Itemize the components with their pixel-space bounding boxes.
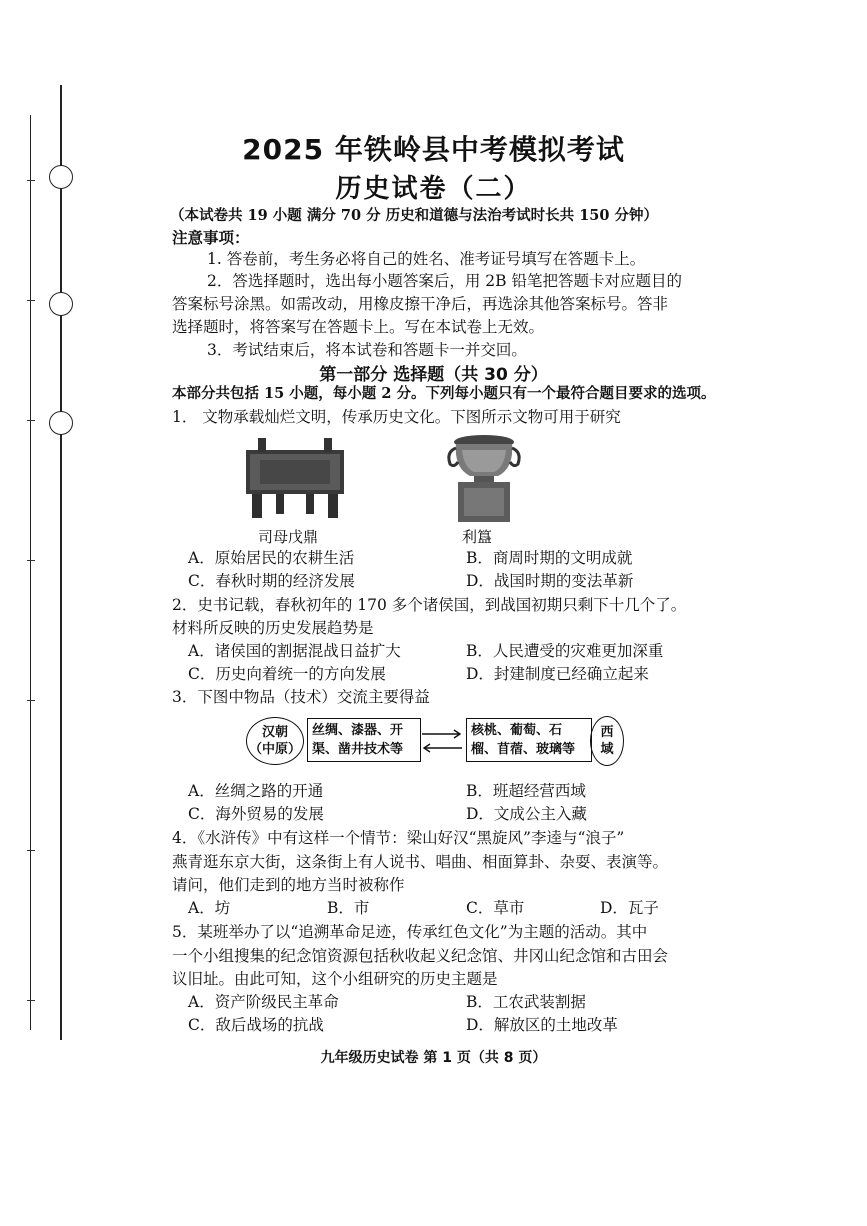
q3-option-b[interactable]: B．班超经营西域 (466, 782, 586, 800)
q4-stem: 4．《水浒传》中有这样一个情节：梁山好汉“黑旋风”李逵与“浪子” (172, 829, 625, 847)
han-oval-line-1: 汉朝 (261, 725, 288, 740)
margin-tick (27, 850, 35, 851)
exam-title: 2025 年铁岭县中考模拟考试 (242, 133, 625, 166)
han-dynasty-oval (246, 717, 304, 765)
q1-option-d[interactable]: D．战国时期的变法革新 (466, 572, 634, 590)
q4-stem-2: 燕青逛东京大街，这条街上有人说书、唱曲、相面算卦、杂耍、表演等。 (172, 853, 669, 871)
margin-tick (27, 1000, 35, 1001)
margin-tick (27, 700, 35, 701)
q5-option-d[interactable]: D．解放区的土地改革 (466, 1016, 618, 1034)
q2-option-a[interactable]: A．诸侯国的割据混战日益扩大 (188, 642, 401, 660)
han-oval-line-2: （中原） (248, 742, 301, 757)
notes-heading: 注意事项： (172, 228, 250, 247)
q3-stem: 3．下图中物品（技术）交流主要得益 (172, 688, 430, 706)
han-goods-line-2: 渠、凿井技术等 (312, 742, 404, 757)
exam-subtitle: 历史试卷（二） (335, 174, 532, 204)
q1-option-b[interactable]: B．商周时期的文明成就 (466, 549, 633, 567)
page-footer: 九年级历史试卷 第 1 页（共 8 页） (320, 1050, 547, 1066)
q4-stem-3: 请问，他们走到的地方当时被称作 (172, 876, 405, 894)
q2-stem: 2．史书记载，春秋初年的 170 多个诸侯国，到战国初期只剩下十几个了。 (172, 596, 687, 614)
q5-stem-2: 一个小组搜集的纪念馆资源包括秋收起义纪念馆、井冈山纪念馆和古田会 (172, 947, 669, 965)
section-description: 本部分共包括 15 小题，每小题 2 分。下列每小题只有一个最符合题目要求的选项。 (172, 385, 716, 402)
western-regions-oval (590, 716, 624, 766)
q2-option-c[interactable]: C．历史向着统一的方向发展 (188, 665, 386, 683)
ding-vessel-image (240, 438, 350, 520)
western-regions-goods-box (466, 718, 592, 762)
note-2-line-2: 答案标号涂黑。如需改动，用橡皮擦干净后，再选涂其他答案标号。答非 (172, 295, 669, 313)
binding-hole-3 (49, 411, 73, 435)
section-title: 第一部分 选择题（共 30 分） (319, 365, 548, 385)
q5-stem-3: 议旧址。由此可知，这个小组研究的历史主题是 (172, 970, 498, 988)
q4-option-c[interactable]: C．草市 (466, 899, 525, 917)
q4-option-d[interactable]: D．瓦子 (600, 899, 659, 917)
q1-option-c[interactable]: C．春秋时期的经济发展 (188, 572, 355, 590)
q5-stem: 5．某班举办了以“追溯革命足迹，传承红色文化”为主题的活动。其中 (172, 923, 648, 941)
q5-option-b[interactable]: B．工农武装割据 (466, 993, 586, 1011)
q4-option-a[interactable]: A．坊 (188, 899, 231, 917)
binding-line (60, 85, 62, 1040)
han-goods-box (307, 718, 421, 762)
note-2-line-1: 2．答选择题时，选出每小题答案后，用 2B 铅笔把答题卡对应题目的 (207, 272, 682, 290)
q2-stem-2: 材料所反映的历史发展趋势是 (172, 619, 374, 637)
exam-info: （本试卷共 19 小题 满分 70 分 历史和道德与法治考试时长共 150 分钟） (170, 207, 659, 224)
margin-tick (27, 300, 35, 301)
q5-option-c[interactable]: C．敌后战场的抗战 (188, 1016, 324, 1034)
q2-option-b[interactable]: B．人民遭受的灾难更加深重 (466, 642, 664, 660)
note-2-line-3: 选择题时，将答案写在答题卡上。写在本试卷上无效。 (172, 318, 545, 336)
ding-caption: 司母戊鼎 (258, 528, 319, 546)
q3-option-c[interactable]: C．海外贸易的发展 (188, 805, 324, 823)
gui-caption: 利簋 (462, 528, 493, 546)
west-oval-line-1: 西 (600, 725, 614, 740)
note-1: 1. 答卷前，考生务必将自己的姓名、准考证号填写在答题卡上。 (207, 250, 646, 268)
binding-line-inner (30, 115, 31, 1030)
q4-option-b[interactable]: B．市 (327, 899, 370, 917)
gui-vessel-image (446, 432, 522, 524)
binding-hole-2 (49, 292, 73, 316)
q3-option-d[interactable]: D．文成公主入藏 (466, 805, 587, 823)
q1-stem: 1． 文物承载灿烂文明，传承历史文化。下图所示文物可用于研究 (172, 408, 621, 426)
west-goods-line-2: 榴、苜蓿、玻璃等 (471, 742, 576, 757)
q3-option-a[interactable]: A．丝绸之路的开通 (188, 782, 324, 800)
margin-tick (27, 560, 35, 561)
q1-option-a[interactable]: A．原始居民的农耕生活 (188, 549, 355, 567)
exchange-arrows (420, 724, 464, 758)
west-goods-line-1: 核桃、葡萄、石 (471, 723, 563, 738)
west-oval-line-2: 域 (600, 742, 614, 757)
note-3: 3．考试结束后，将本试卷和答题卡一并交回。 (207, 341, 527, 359)
margin-tick (27, 420, 35, 421)
q5-option-a[interactable]: A．资产阶级民主革命 (188, 993, 339, 1011)
q2-option-d[interactable]: D．封建制度已经确立起来 (466, 665, 649, 683)
han-goods-line-1: 丝绸、漆器、开 (312, 723, 404, 738)
